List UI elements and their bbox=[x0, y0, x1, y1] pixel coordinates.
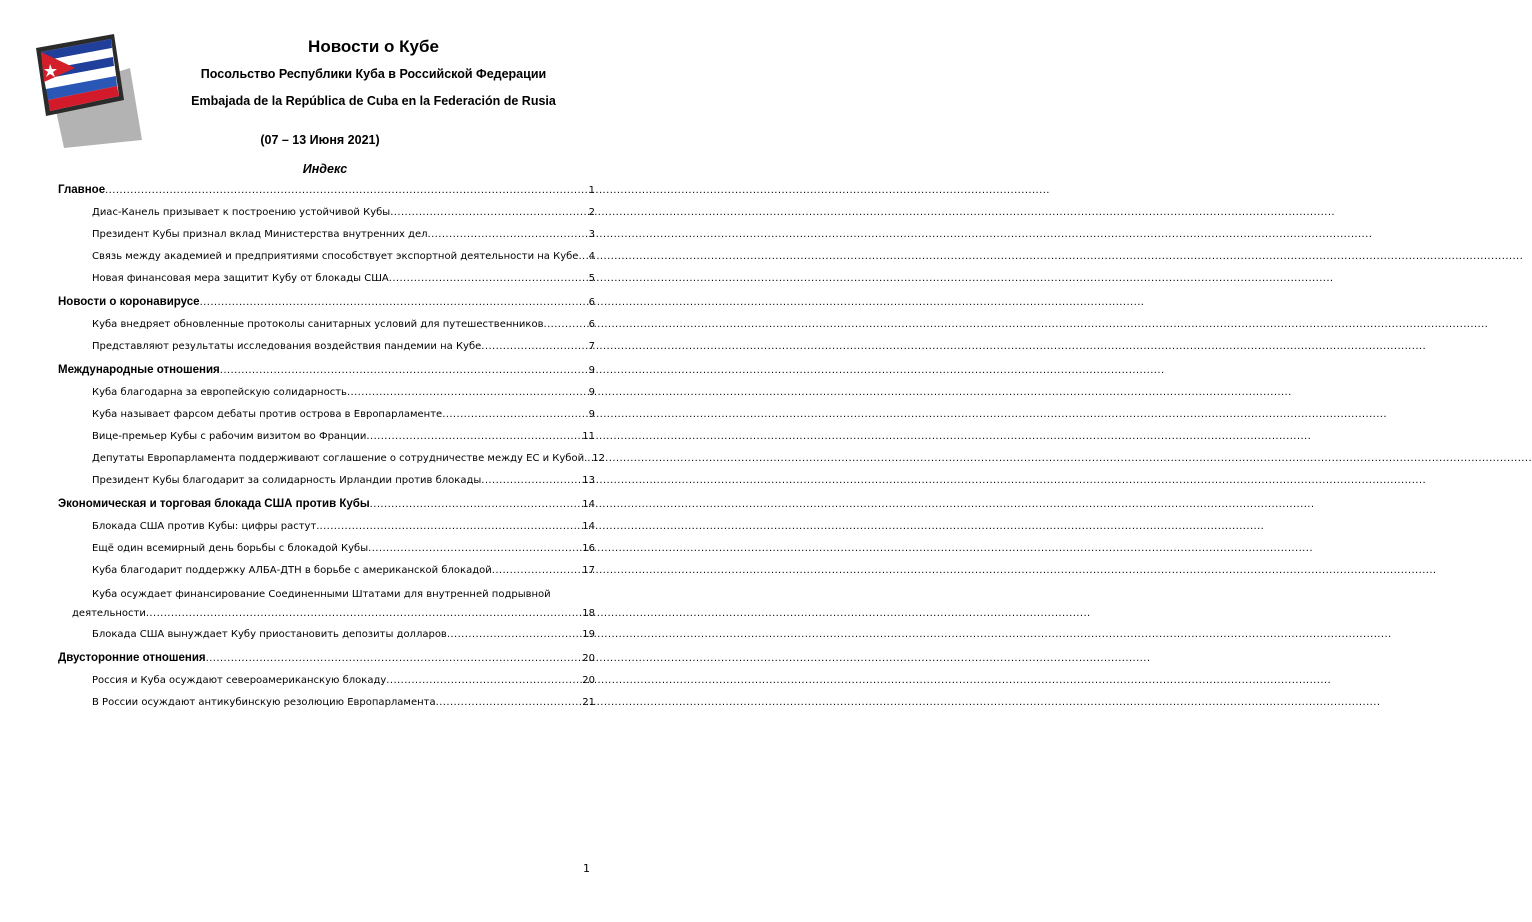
toc-section-title: Двусторонние отношения bbox=[58, 652, 206, 664]
toc-item[interactable]: Россия и Куба осуждают североамериканскую блокаду ..... 20 bbox=[58, 670, 595, 692]
page-title: Новости о Кубе bbox=[308, 37, 439, 56]
toc-page-number: 20 bbox=[582, 653, 595, 664]
toc-item[interactable]: Президент Кубы благодарит за солидарность Ирландии против блокады ..... 13 bbox=[58, 470, 595, 492]
toc-item[interactable]: Новая финансовая мера защитит Кубу от блокады США ..... 5 bbox=[58, 268, 595, 290]
toc-page-number: 1 bbox=[588, 185, 595, 196]
toc-section-coronavirus[interactable] bbox=[58, 290, 595, 314]
toc-section-bilateral[interactable] bbox=[58, 646, 595, 670]
toc-section-title: Новости о коронавирусе bbox=[58, 296, 200, 308]
toc-item[interactable]: Связь между академией и предприятиями способствует экспортной деятельности на Кубе ..... 4 bbox=[58, 246, 595, 268]
toc-section-title: Международные отношения bbox=[58, 364, 220, 376]
embassy-name-es: Embajada de la República de Cuba en la Federación de Rusia bbox=[191, 94, 556, 108]
table-of-contents bbox=[58, 178, 605, 714]
toc-section-title: Экономическая и торговая блокада США против Кубы bbox=[58, 498, 370, 510]
toc-item[interactable]: Куба внедряет обновленные протоколы санитарных условий для путешественников ..... 6 bbox=[58, 314, 595, 336]
toc-item-wrapped-continuation[interactable]: деятельности ..... 18 bbox=[72, 604, 595, 624]
toc-item[interactable]: Куба благодарит поддержку АЛБА-ДТН в борьбе с американской блокадой ..... 17 bbox=[58, 560, 595, 582]
toc-page-number: 6 bbox=[588, 297, 595, 308]
toc-section-international[interactable] bbox=[58, 358, 595, 382]
toc-item[interactable]: Куба благодарна за европейскую солидарность ..... 9 bbox=[58, 382, 595, 404]
toc-section-main[interactable] bbox=[58, 178, 595, 202]
toc-page-number: 14 bbox=[582, 499, 595, 510]
toc-item-wrapped[interactable]: Куба осуждает финансирование Соединенными Штатами для внутренней подрывной bbox=[58, 582, 595, 604]
toc-page-number: 9 bbox=[588, 365, 595, 376]
date-range: (07 – 13 Июня 2021) bbox=[260, 133, 380, 147]
toc-item[interactable]: Диас-Канель призывает к построению устойчивой Кубы ..... 2 bbox=[58, 202, 595, 224]
toc-item[interactable]: Вице-премьер Кубы с рабочим визитом во Франции ..... 11 bbox=[58, 426, 595, 448]
embassy-name-ru: Посольство Республики Куба в Российской Федерации bbox=[200, 67, 547, 81]
cuba-russia-flags-icon bbox=[30, 30, 148, 148]
toc-section-title: Главное bbox=[58, 184, 106, 196]
toc-item[interactable]: Куба называет фарсом дебаты против острова в Европарламенте ..... 9 bbox=[58, 404, 595, 426]
toc-section-blockade[interactable] bbox=[58, 492, 595, 516]
index-heading: Индекс bbox=[302, 162, 348, 176]
toc-item[interactable]: Представляют результаты исследования воздействия пандемии на Кубе ..... 7 bbox=[58, 336, 595, 358]
toc-item[interactable]: Блокада США вынуждает Кубу приостановить депозиты долларов ..... 19 bbox=[58, 624, 595, 646]
toc-item[interactable]: В России осуждают антикубинскую резолюцию Европарламента ..... 21 bbox=[58, 692, 595, 714]
toc-item[interactable]: Президент Кубы признал вклад Министерства внутренних дел ..... 3 bbox=[58, 224, 595, 246]
bullet-icon bbox=[58, 586, 92, 604]
toc-item[interactable]: Блокада США против Кубы: цифры растут. ..... 14 bbox=[58, 516, 595, 538]
toc-item[interactable]: Депутаты Европарламента поддерживают соглашение о сотрудничестве между ЕС и Кубой. ..... 12 bbox=[58, 448, 595, 470]
toc-item[interactable]: Ещё один всемирный день борьбы с блокадой Кубы ..... 16 bbox=[58, 538, 595, 560]
page-number: 1 bbox=[583, 862, 590, 875]
